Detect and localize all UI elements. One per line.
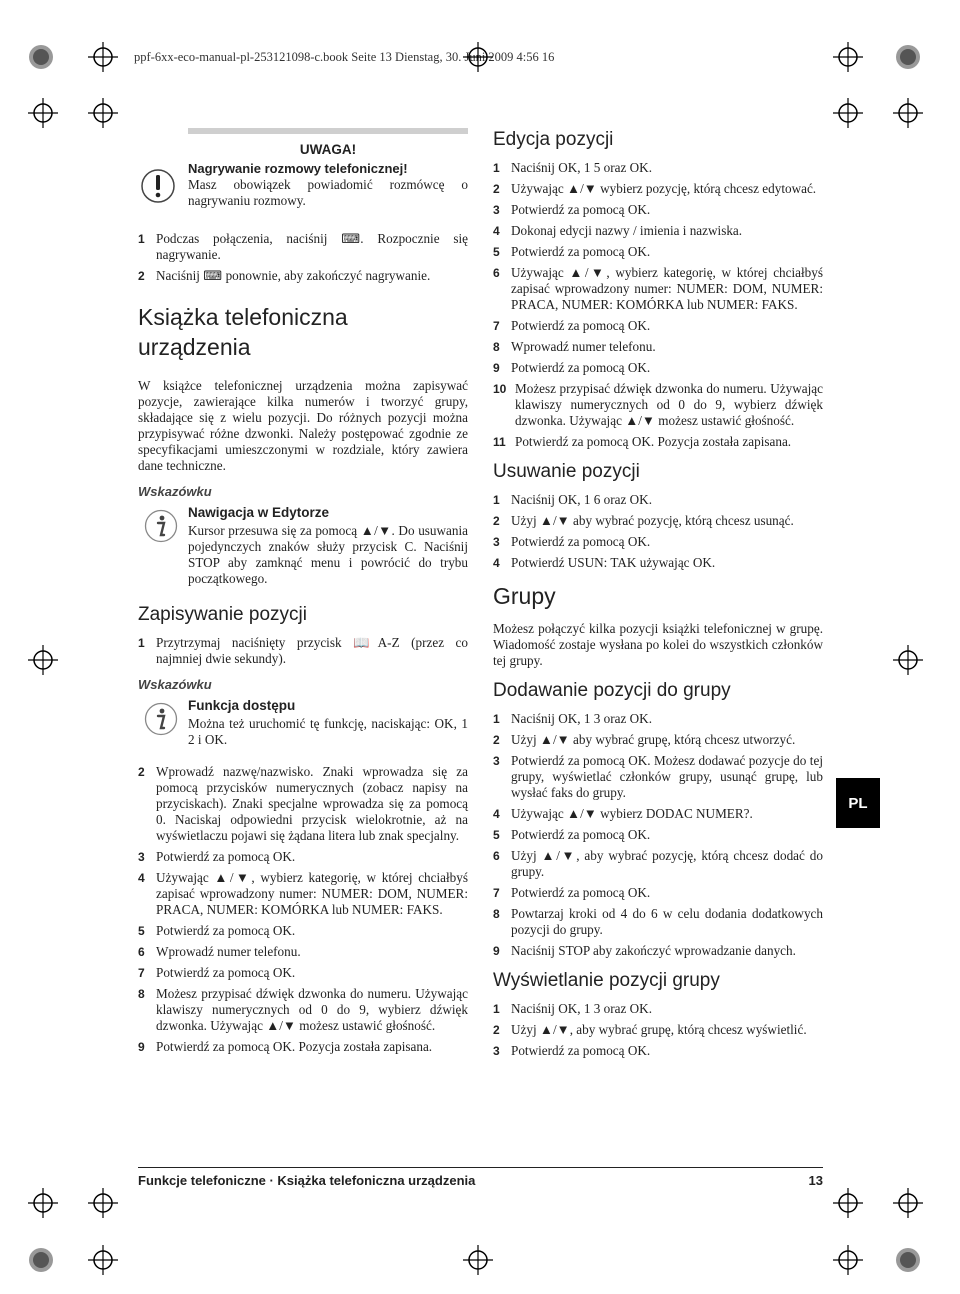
registration-mark-icon <box>893 1188 923 1218</box>
list-item: 2 Wprowadź nazwę/nazwisko. Znaki wprowadza się za pomocą przycisków numerycznych (zobacz napisy na przyciskach). Znaki specjalne wprowadza się za pomocą 0. Naciskaj odpowiedni przycisk wielokrotnie, aż na wyświetlaczu pojawi się żądana litera lub znak specjalny. <box>138 764 468 843</box>
list-item: 10 Możesz przypisać dźwięk dzwonka do numeru. Używając klawiszy numerycznych od 0 do 9, wybierz dźwięk dzwonka. Używając ▲/▼ możesz ustawić głośność. <box>493 381 823 428</box>
list-item: 5 Potwierdź za pomocą OK. <box>493 244 651 259</box>
list-item: 9 Naciśnij STOP aby zakończyć wprowadzanie danych. <box>493 943 796 958</box>
list-item: 4 Potwierdź USUN: TAK używając OK. <box>493 555 716 570</box>
page-footer <box>138 1167 823 1188</box>
footer-section: Funkcje telefoniczne · Książka telefoniczna urządzenia <box>138 1173 476 1188</box>
list-item: 3 Potwierdź za pomocą OK. <box>493 1043 651 1058</box>
list-item: 8 Możesz przypisać dźwięk dzwonka do numeru. Używając klawiszy numerycznych od 0 do 9, wybierz dźwięk dzwonka. Używając ▲/▼ możesz ustawić głośność. <box>138 986 468 1033</box>
list-item: 3 Potwierdź za pomocą OK. <box>138 849 296 864</box>
note-text: Kursor przesuwa się za pomocą ▲/▼. Do usuwania pojedynczych znaków służy przycisk C. Naciśnij STOP aby zamknąć menu i powrócić do trybu początkowego. <box>188 523 468 586</box>
list-item: 2 Używając ▲/▼ wybierz pozycję, którą chcesz edytować. <box>493 181 817 196</box>
note-box <box>138 505 468 587</box>
add-steps <box>493 711 823 959</box>
list-item: 1 Przytrzymaj naciśnięty przycisk 📖A-Z (przez co najmniej dwie sekundy). <box>138 635 468 666</box>
registration-mark-icon <box>463 42 493 72</box>
language-tab: PL <box>836 778 880 828</box>
save-title: Zapisywanie pozycji <box>138 604 307 625</box>
list-item: 8 Wprowadź numer telefonu. <box>493 339 656 354</box>
list-item: 6 Użyj ▲/▼, aby wybrać pozycję, którą chcesz dodać do grupy. <box>493 848 823 879</box>
registration-mark-icon <box>893 645 923 675</box>
list-item: 1 Naciśnij OK, 1 6 oraz OK. <box>493 492 652 507</box>
registration-mark-icon <box>463 1245 493 1275</box>
right-column <box>493 128 823 1069</box>
list-item: 4 Używając ▲/▼, wybierz kategorię, w której chciałbyś zapisać wprowadzony numer: NUMER: DOM, NUMER: PRACA, NUMER: KOMÓRKA lub NUMER: FAKS. <box>138 870 468 917</box>
list-item: 3 Potwierdź za pomocą OK. Możesz dodawać pozycje do tej grupy, wyświetlać członków grupy, usunąć grupę, lub wysłać faks do grupy. <box>493 753 823 800</box>
warning-title: UWAGA! <box>299 142 357 157</box>
registration-mark-icon <box>28 1188 58 1218</box>
list-item: 1 Naciśnij OK, 1 3 oraz OK. <box>493 1001 652 1016</box>
list-item: 7 Potwierdź za pomocą OK. <box>493 885 651 900</box>
phonebook-title: Książka telefoniczna urządzenia <box>138 304 348 360</box>
list-item: 5 Potwierdź za pomocą OK. <box>138 923 296 938</box>
registration-mark-icon <box>833 42 863 72</box>
registration-mark-icon <box>88 42 118 72</box>
list-item: 11 Potwierdź za pomocą OK. Pozycja została zapisana. <box>493 434 792 449</box>
list-item: 4 Dokonaj edycji nazwy / imienia i nazwiska. <box>493 223 743 238</box>
registration-mark-icon <box>88 98 118 128</box>
registration-mark-icon <box>833 1245 863 1275</box>
note-box <box>138 698 468 748</box>
groups-text: Możesz połączyć kilka pozycji książki telefonicznej w grupę. Wiadomość zostaje wysłana po kolei do wszystkich członków tej grupy. <box>493 621 823 668</box>
list-item: 2 Użyj ▲/▼, aby wybrać grupę, którą chcesz wyświetlić. <box>493 1022 807 1037</box>
page-number: 13 <box>808 1173 823 1188</box>
note-title: Funkcja dostępu <box>188 698 296 713</box>
edit-title: Edycja pozycji <box>493 129 614 150</box>
list-item: 9 Potwierdź za pomocą OK. Pozycja została zapisana. <box>138 1039 433 1054</box>
registration-mark-icon <box>88 1245 118 1275</box>
info-icon <box>144 702 178 736</box>
show-steps <box>493 1001 823 1059</box>
registration-mark-icon <box>833 1188 863 1218</box>
delete-steps <box>493 492 823 571</box>
note-label: Wskazówku <box>138 677 212 692</box>
list-item: 7 Potwierdź za pomocą OK. <box>138 965 296 980</box>
groups-title: Grupy <box>493 583 556 609</box>
list-item: 9 Potwierdź za pomocą OK. <box>493 360 651 375</box>
delete-title: Usuwanie pozycji <box>493 461 640 482</box>
info-icon <box>144 509 178 543</box>
list-item: 8 Powtarzaj kroki od 4 do 6 w celu dodania dodatkowych pozycji do grupy. <box>493 906 823 937</box>
save-steps <box>138 764 468 1055</box>
edit-steps <box>493 160 823 450</box>
registration-mark-icon <box>833 98 863 128</box>
record-steps <box>138 231 468 284</box>
phonebook-text: W książce telefonicznej urządzenia można zapisywać pozycje, zawierające kilka numerów i tworzyć grupy, składające się z wielu pozycji. Do różnych pozycji można przypisywać różne dzwonki. Należy postępować zgodnie ze specyfikacjami umieszczonymi w rozdziale, który zawiera dane techniczne. <box>138 378 468 473</box>
list-item: 2 Użyj ▲/▼ aby wybrać grupę, którą chcesz utworzyć. <box>493 732 796 747</box>
list-item: 2 Naciśnij ⌨ ponownie, aby zakończyć nagrywanie. <box>138 268 431 283</box>
registration-mark-icon <box>893 1245 923 1275</box>
warning-bar <box>188 128 468 134</box>
add-to-group-title: Dodawanie pozycji do grupy <box>493 680 731 701</box>
registration-mark-icon <box>893 42 923 72</box>
list-item: 4 Używając ▲/▼ wybierz DODAC NUMER?. <box>493 806 753 821</box>
registration-mark-icon <box>893 98 923 128</box>
warning-subtitle: Nagrywanie rozmowy telefonicznej! <box>188 161 408 176</box>
list-item: 3 Potwierdź za pomocą OK. <box>493 202 651 217</box>
exclamation-icon <box>140 168 176 204</box>
registration-mark-icon <box>88 1188 118 1218</box>
note-text: Można też uruchomić tę funkcję, naciskając: OK, 1 2 i OK. <box>188 716 468 747</box>
note-title: Nawigacja w Edytorze <box>188 505 330 520</box>
list-item: 6 Używając ▲/▼, wybierz kategorię, w której chciałbyś zapisać wprowadzony numer: NUMER: DOM, NUMER: PRACA, NUMER: KOMÓRKA lub NUMER: FAKS. <box>493 265 823 312</box>
book-header: ppf-6xx-eco-manual-pl-253121098-c.book Seite 13 Dienstag, 30. Juni 2009 4:56 16 <box>134 50 555 64</box>
list-item: 1 Podczas połączenia, naciśnij ⌨. Rozpocznie się nagrywanie. <box>138 231 468 262</box>
registration-mark-icon <box>28 98 58 128</box>
registration-mark-icon <box>26 42 56 72</box>
list-item: 6 Wprowadź numer telefonu. <box>138 944 301 959</box>
warning-box <box>138 142 468 209</box>
warning-text: Masz obowiązek powiadomić rozmówcę o nagrywaniu rozmowy. <box>188 177 468 208</box>
show-group-title: Wyświetlanie pozycji grupy <box>493 970 720 991</box>
left-column <box>138 128 468 1065</box>
registration-mark-icon <box>26 1245 56 1275</box>
note-label: Wskazówku <box>138 484 212 499</box>
list-item: 1 Naciśnij OK, 1 3 oraz OK. <box>493 711 652 726</box>
save-steps-first <box>138 635 468 667</box>
registration-mark-icon <box>28 645 58 675</box>
list-item: 7 Potwierdź za pomocą OK. <box>493 318 651 333</box>
list-item: 3 Potwierdź za pomocą OK. <box>493 534 651 549</box>
list-item: 5 Potwierdź za pomocą OK. <box>493 827 651 842</box>
list-item: 2 Użyj ▲/▼ aby wybrać pozycję, którą chcesz usunąć. <box>493 513 794 528</box>
list-item: 1 Naciśnij OK, 1 5 oraz OK. <box>493 160 652 175</box>
